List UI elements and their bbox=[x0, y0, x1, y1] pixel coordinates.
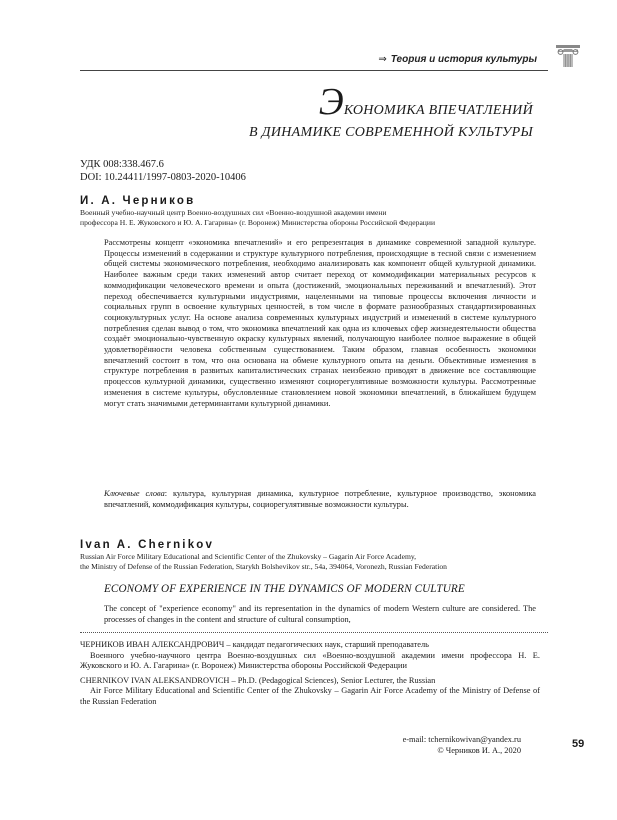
keywords-text: : культура, культурная динамика, культурное потребление, культурное производство, экономика впечатлений, коммодификация культуры, социорегулятивные возможности культуры. bbox=[104, 489, 536, 509]
about-ru-line-2: Военного учебно-научного центра Военно-воздушных сил «Военно-воздушной академии имени профессора Н. Е. Жуковского и Ю. А. Гагарина» (г. Воронеж) Министерства обороны Российской Федерации bbox=[80, 650, 540, 671]
abstract-en bbox=[104, 604, 536, 625]
about-author-en bbox=[80, 676, 540, 708]
section-label: Теория и история культуры bbox=[390, 54, 537, 65]
about-en-line-1: CHERNIKOV IVAN ALEKSANDROVICH – Ph.D. (Pedagogical Sciences), Senior Lecturer, the Russian bbox=[80, 675, 436, 685]
affiliation-ru-line-1: Военный учебно-научный центр Военно-воздушных сил «Военно-воздушной академии имени bbox=[80, 208, 387, 217]
keywords-label: Ключевые слова bbox=[104, 489, 165, 498]
page-number: 59 bbox=[572, 738, 585, 750]
abstract-ru bbox=[104, 238, 536, 409]
abstract-ru-text: Рассмотрены концепт «экономика впечатлений» и его репрезентация в динамике современной западной культуре. Процессы изменений в содержании и структуре культурного потребления, происходящие в тесной связи с изменением общей системы экономического потребления, необходимо анализировать как компонент общей культурной динамики. Наиболее важным среди таких изменений автор считает переход от коммодификации материальных ресурсов к коммодификации человеческого времени и опыта (достижений, эмоциональных переживаний и впечатлений). Этот переход обеспечивается культурными индустриями, нацеленными на типовые процессы включения личности и социальных групп в освоение культурных ценностей, в том числе в формате разнообразных стандартизированных социокультурных услуг. На основе анализа современных культурных индустрий и изменений в системе культурного потребления сделан вывод о том, что экономика впечатлений как одна из ключевых сфер жизнедеятельности общества создаёт эмоционально-чувственную окраску культурных явлений, получающую наиболее полное выражение в общей удовлетворённости человека собственным существованием. Таким образом, главная особенность экономики впечатлений состоит в том, что она основана на обмене культурного опыта на деньги. Объективные изменения в структуре потребления в развитых капиталистических странах неизбежно приводят в движение все составляющие процессов культурной динамики, существенно изменяют социорегулятивные возможности культуры. Рассмотренные изменения в системе культуры, обусловленные становлением новой экономики впечатлений, в ближайшем будущем могут стать значимыми детерминантами культурной динамики. bbox=[104, 238, 536, 408]
affiliation-en-line-1: Russian Air Force Military Educational and Scientific Center of the Zhukovsky – Gagarin Air Force Academy, bbox=[80, 552, 417, 561]
about-ru-line-1: ЧЕРНИКОВ ИВАН АЛЕКСАНДРОВИЧ – кандидат педагогических наук, старший преподаватель bbox=[80, 640, 429, 649]
article-meta bbox=[80, 158, 246, 184]
section-title bbox=[378, 54, 537, 65]
affiliation-en-line-2: the Ministry of Defense of the Russian Federation, Starykh Bolshevikov str., 54a, 394064, Voronezh, Russian Federation bbox=[80, 562, 447, 571]
arrow-icon: ⇒ bbox=[378, 54, 387, 65]
column-capital-icon bbox=[555, 44, 581, 68]
header-rule bbox=[80, 70, 548, 71]
contact-info bbox=[403, 734, 521, 756]
abstract-en-text: The concept of "experience economy" and its representation in the dynamics of modern Western culture are considered. The processes of changes in the content and structure of cultural consumption, bbox=[104, 604, 536, 624]
affiliation-ru-line-2: профессора Н. Е. Жуковского и Ю. А. Гагарина» (г. Воронеж) Министерства обороны Российской Федерации bbox=[80, 218, 436, 227]
dotted-separator bbox=[80, 632, 548, 633]
article-title-en: ECONOMY OF EXPERIENCE IN THE DYNAMICS OF MODERN CULTURE bbox=[104, 583, 465, 595]
title-line-1-rest: КОНОМИКА ВПЕЧАТЛЕНИЙ bbox=[343, 103, 533, 118]
about-author-ru bbox=[80, 640, 540, 672]
title-line-1 bbox=[249, 81, 533, 123]
author-name-en: Ivan A. Chernikov bbox=[80, 539, 215, 551]
title-initial: Э bbox=[318, 81, 344, 123]
title-line-2: В ДИНАМИКЕ СОВРЕМЕННОЙ КУЛЬТУРЫ bbox=[248, 125, 533, 140]
about-author bbox=[80, 640, 540, 712]
author-name-ru: И. А. Черников bbox=[80, 195, 196, 207]
author-email[interactable]: e-mail: tchernikowivan@yandex.ru bbox=[402, 735, 521, 744]
author-block-en bbox=[80, 538, 540, 572]
doi: DOI: 10.24411/1997-0803-2020-10406 bbox=[80, 172, 246, 183]
keywords-ru bbox=[104, 489, 536, 510]
udc-code: УДК 008:338.467.6 bbox=[80, 159, 164, 170]
running-header bbox=[0, 44, 617, 74]
copyright: © Черников И. А., 2020 bbox=[437, 746, 521, 755]
about-en-line-2: Air Force Military Educational and Scientific Center of the Zhukovsky – Gagarin Air Force Academy of the Ministry of Defense of the Russian Federation bbox=[80, 686, 540, 706]
author-block-ru bbox=[80, 194, 540, 228]
article-title-ru bbox=[248, 81, 533, 143]
